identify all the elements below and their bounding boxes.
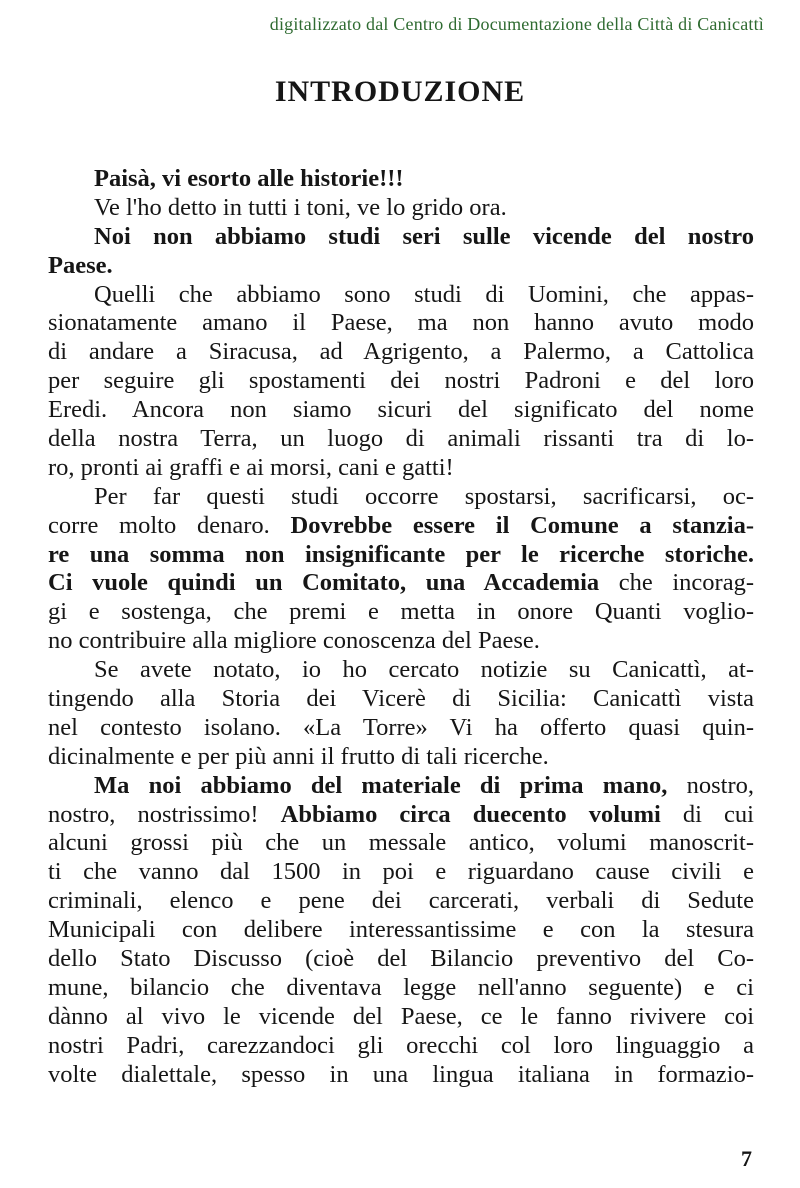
text-segment: nostri Padri, carezzandoci gli orecchi col loro linguaggio a (48, 1031, 754, 1059)
text-segment: Abbiamo circa duecento volumi (280, 800, 661, 828)
text-line (48, 974, 754, 1003)
text-segment: dello Stato Discusso (cioè del Bilancio preventivo del Co- (48, 945, 754, 973)
text-segment: della nostra Terra, un luogo di animali rissanti tra di lo- (48, 425, 754, 453)
text-segment: Ma noi abbiamo del materiale di prima mano, (94, 771, 668, 799)
text-segment: re una somma non insignificante per le ricerche storiche. (48, 540, 754, 568)
body-text (48, 165, 754, 1090)
text-segment: nel contesto isolano. «La Torre» Vi ha offerto quasi quin- (48, 713, 754, 741)
text-line (48, 656, 754, 685)
text-line (48, 1003, 754, 1032)
text-segment: gi e sostenga, che premi e metta in onore Quanti voglio- (48, 598, 754, 626)
page-number: 7 (741, 1146, 752, 1171)
text-segment: Paisà, vi esorto alle historie!!! (94, 165, 404, 192)
text-segment: sionatamente amano il Paese, ma non hanno avuto modo (48, 309, 754, 337)
digitization-watermark: digitalizzato dal Centro di Documentazione della Città di Canicattì (269, 14, 764, 34)
text-segment: dànno al vivo le vicende del Paese, ce le fanno rivivere coi (48, 1002, 754, 1030)
text-line (48, 281, 754, 310)
text-line (48, 309, 754, 338)
text-line (48, 598, 754, 627)
text-segment: ti che vanno dal 1500 in poi e riguardano cause civili e (48, 858, 754, 886)
text-line (48, 858, 754, 887)
text-segment: nostro, nostrissimo! (48, 800, 281, 828)
text-segment: Paese. (48, 251, 113, 279)
text-segment: tingendo alla Storia dei Vicerè di Sicilia: Canicattì vista (48, 685, 754, 713)
text-segment: Municipali con delibere interessantissime e con la stesura (48, 916, 754, 944)
text-line (48, 252, 754, 281)
text-line (48, 367, 754, 396)
text-line (48, 338, 754, 367)
text-segment: che incorag- (599, 569, 754, 597)
text-segment: di andare a Siracusa, ad Agrigento, a Palermo, a Cattolica (48, 338, 754, 366)
text-segment: Ci vuole quindi un Comitato, una Accademia (48, 569, 600, 597)
text-line (48, 743, 754, 772)
text-segment: Ve l'ho detto in tutti i toni, ve lo grido ora. (94, 193, 507, 221)
text-segment: Dovrebbe essere il Comune a stanzia- (290, 511, 754, 539)
text-segment: criminali, elenco e pene dei carcerati, verbali di Sedute (48, 887, 754, 915)
text-line (48, 685, 754, 714)
text-line (48, 569, 754, 598)
text-line (48, 454, 754, 483)
text-line (48, 887, 754, 916)
text-line (48, 714, 754, 743)
text-segment: volte dialettale, spesso in una lingua italiana in formazio- (48, 1060, 754, 1088)
text-line (48, 483, 754, 512)
text-segment: alcuni grossi più che un messale antico, volumi manoscrit- (48, 829, 754, 857)
text-segment: dicinalmente e per più anni il frutto di tali ricerche. (48, 742, 549, 770)
text-line (48, 829, 754, 858)
text-line (48, 772, 754, 801)
text-segment: Noi non abbiamo studi seri sulle vicende del nostro (94, 222, 754, 250)
text-segment: Quelli che abbiamo sono studi di Uomini, che appas- (94, 280, 754, 308)
text-segment: Eredi. Ancora non siamo sicuri del significato del nome (48, 396, 754, 424)
text-line (48, 1061, 754, 1090)
text-segment: Se avete notato, io ho cercato notizie su Canicattì, at- (94, 656, 754, 684)
text-line (48, 945, 754, 974)
text-line (48, 396, 754, 425)
text-line (48, 1032, 754, 1061)
text-line (48, 512, 754, 541)
text-line (48, 541, 754, 570)
text-segment: di cui (660, 800, 754, 828)
text-line (48, 165, 754, 194)
text-line (48, 627, 754, 656)
text-line (48, 916, 754, 945)
page-title: INTRODUZIONE (274, 75, 526, 108)
text-segment: mune, bilancio che diventava legge nell'anno seguente) e ci (48, 973, 754, 1001)
text-segment: corre molto denaro. (48, 511, 291, 539)
text-segment: Per far questi studi occorre spostarsi, sacrificarsi, oc- (94, 482, 754, 510)
text-line (48, 223, 754, 252)
text-line (48, 425, 754, 454)
text-segment: nostro, (667, 771, 754, 799)
text-line (48, 801, 754, 830)
text-line (48, 194, 754, 223)
text-segment: no contribuire alla migliore conoscenza del Paese. (48, 627, 540, 655)
text-segment: ro, pronti ai graffi e ai morsi, cani e gatti! (48, 453, 454, 481)
text-segment: per seguire gli spostamenti dei nostri Padroni e del loro (48, 367, 754, 395)
